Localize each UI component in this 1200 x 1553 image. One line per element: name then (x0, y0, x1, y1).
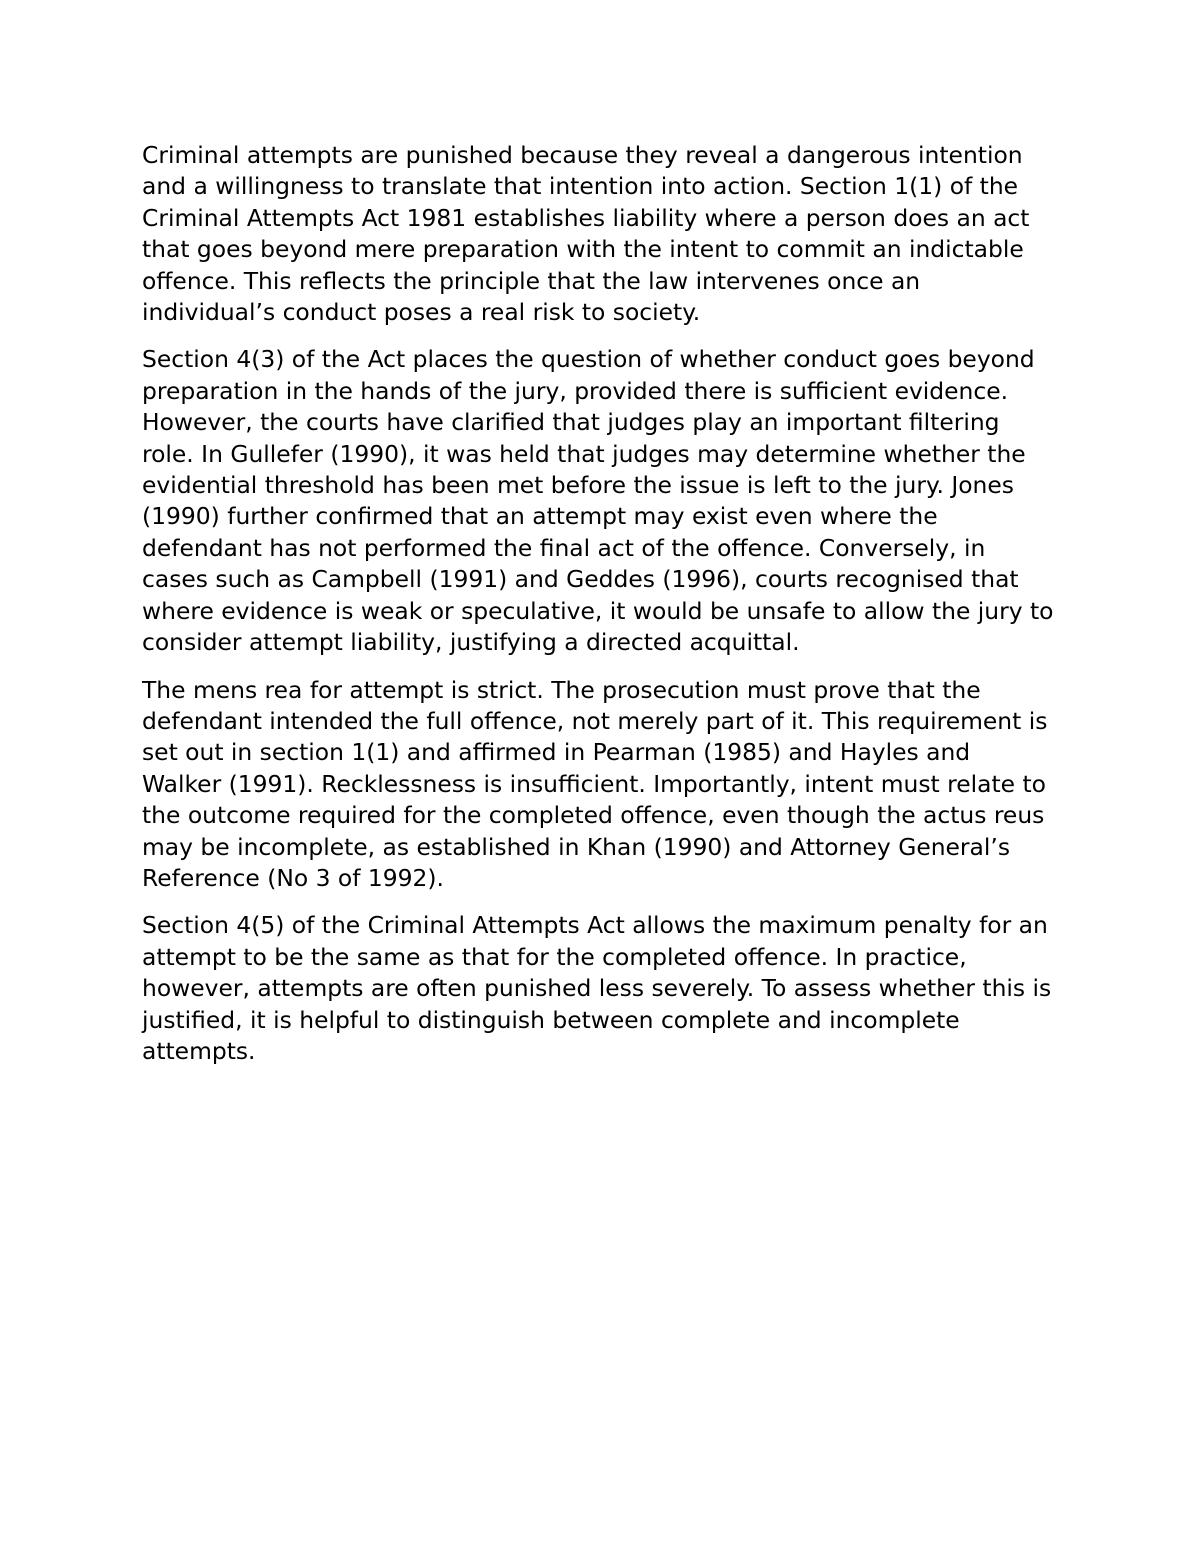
paragraph-3 (142, 675, 1082, 895)
text-line: (1990) further confirmed that an attempt may exist even where the (142, 502, 938, 531)
text-line: Section 4(3) of the Act places the question of whether conduct goes beyond (142, 345, 1035, 374)
text-line: However, the courts have clarified that judges play an important filtering (142, 408, 1000, 437)
paragraph-1 (142, 140, 1082, 328)
text-line: may be incomplete, as established in Khan (1990) and Attorney General’s (142, 832, 1011, 861)
text-line: that goes beyond mere preparation with the intent to commit an indictable (142, 235, 1024, 264)
text-line: defendant has not performed the final act of the offence. Conversely, in (142, 533, 986, 562)
text-line: role. In Gullefer (1990), it was held that judges may determine whether the (142, 439, 1026, 468)
paragraph-2 (142, 344, 1082, 658)
text-line: offence. This reflects the principle that the law intervenes once an (142, 266, 921, 295)
text-line: however, attempts are often punished less severely. To assess whether this is (142, 974, 1052, 1003)
text-line: individual’s conduct poses a real risk to society. (142, 298, 701, 327)
text-line: where evidence is weak or speculative, it would be unsafe to allow the jury to (142, 596, 1054, 625)
text-line: Criminal Attempts Act 1981 establishes liability where a person does an act (142, 203, 1030, 232)
text-line: attempts. (142, 1036, 256, 1065)
paragraph-4 (142, 910, 1082, 1067)
text-line: justified, it is helpful to distinguish between complete and incomplete (142, 1005, 960, 1034)
text-line: defendant intended the full offence, not merely part of it. This requirement is (142, 706, 1048, 735)
text-line: Section 4(5) of the Criminal Attempts Act allows the maximum penalty for an (142, 911, 1048, 940)
document-body (142, 140, 1082, 1083)
text-line: Walker (1991). Recklessness is insufficient. Importantly, intent must relate to (142, 769, 1046, 798)
text-line: evidential threshold has been met before the issue is left to the jury. Jones (142, 471, 1014, 500)
text-line: Reference (No 3 of 1992). (142, 863, 444, 892)
text-line: The mens rea for attempt is strict. The prosecution must prove that the (142, 675, 981, 704)
text-line: Criminal attempts are punished because they reveal a dangerous intention (142, 141, 1023, 169)
text-line: and a willingness to translate that intention into action. Section 1(1) of the (142, 172, 1019, 201)
text-line: set out in section 1(1) and affirmed in Pearman (1985) and Hayles and (142, 738, 971, 767)
text-line: the outcome required for the completed offence, even though the actus reus (142, 801, 1045, 830)
text-line: consider attempt liability, justifying a directed acquittal. (142, 628, 800, 657)
text-line: attempt to be the same as that for the completed offence. In practice, (142, 942, 967, 971)
text-line: preparation in the hands of the jury, provided there is sufficient evidence. (142, 376, 1009, 405)
text-line: cases such as Campbell (1991) and Geddes (1996), courts recognised that (142, 565, 1019, 594)
